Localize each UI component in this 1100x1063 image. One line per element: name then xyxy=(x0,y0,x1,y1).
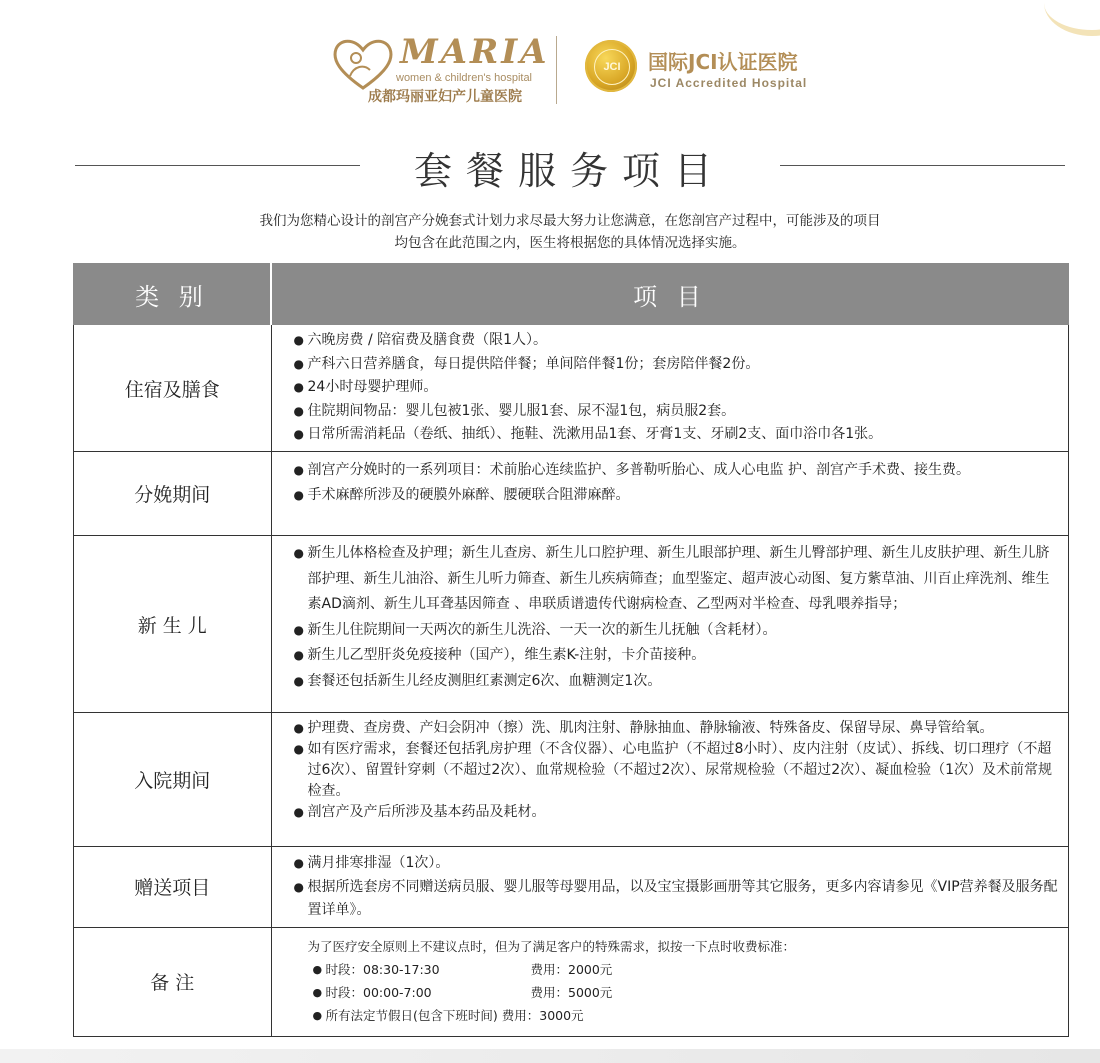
list-item: ● 24小时母婴护理师。 xyxy=(308,376,1059,400)
bottom-band xyxy=(0,1049,1100,1063)
corner-decoration xyxy=(1044,0,1100,36)
fee-amount: 费用：3000元 xyxy=(501,1007,584,1023)
table-row-delivery xyxy=(74,452,1069,536)
list-item: ● 新生儿乙型肝炎免疫接种（国产），维生素K-注射，卡介苗接种。 xyxy=(308,643,1059,669)
service-table xyxy=(73,263,1069,1037)
jci-seal-text: JCI xyxy=(594,49,630,85)
category-cell: 新 生 儿 xyxy=(74,536,272,713)
fee-time: 时段：08:30-17:30 xyxy=(325,961,440,977)
maria-logo xyxy=(330,32,550,105)
logo-divider xyxy=(556,36,557,104)
list-item: ● 住院期间物品：婴儿包被1张、婴儿服1套、尿不湿1包，病员服2套。 xyxy=(308,400,1059,424)
list-item: ● 护理费、查房费、产妇会阴冲（擦）洗、肌肉注射、静脉抽血、静脉输液、特殊备皮、保留导尿、鼻导管给氧。 xyxy=(308,718,1059,739)
column-header-category: 类 别 xyxy=(74,264,272,325)
fee-row xyxy=(326,1004,1059,1027)
page-title: 套餐服务项目 xyxy=(413,149,726,193)
fee-amount: 费用：2000元 xyxy=(530,961,613,977)
table-row-admission xyxy=(74,713,1069,847)
column-header-items: 项 目 xyxy=(271,264,1069,325)
list-item: ● 手术麻醉所涉及的硬膜外麻醉、腰硬联合阻滞麻醉。 xyxy=(308,483,1059,508)
category-cell: 分娩期间 xyxy=(74,452,272,536)
title-rule-left xyxy=(75,165,360,166)
items-cell xyxy=(271,536,1069,713)
category-cell: 赠送项目 xyxy=(74,847,272,928)
list-item: ● 剖宫产分娩时的一系列项目：术前胎心连续监护、多普勒听胎心、成人心电监 护、剖宫产手术费、接生费。 xyxy=(308,458,1059,483)
jci-title-en: JCI Accredited Hospital xyxy=(650,76,808,90)
intro-line-2: 均包含在此范围之内，医生将根据您的具体情况选择实施。 xyxy=(394,235,746,251)
fee-time: 所有法定节假日(包含下班时间) xyxy=(325,1007,498,1023)
brand-name: MARIA xyxy=(400,32,550,72)
heart-logo-icon xyxy=(330,36,396,92)
list-item: ● 产科六日营养膳食，每日提供陪伴餐；单间陪伴餐1份；套房陪伴餐2份。 xyxy=(308,353,1059,377)
items-cell xyxy=(271,713,1069,847)
notes-intro: 为了医疗安全原则上不建议点时，但为了满足客户的特殊需求，拟按一下点时收费标准： xyxy=(307,938,796,954)
fee-row xyxy=(326,981,1059,1004)
fee-row xyxy=(326,958,1059,981)
brand-chinese-name: 成都玛丽亚妇产儿童医院 xyxy=(368,89,522,105)
items-cell xyxy=(271,325,1069,452)
fee-amount: 费用：5000元 xyxy=(530,984,613,1000)
brand-subtitle: women & children's hospital xyxy=(396,72,533,84)
jci-seal-icon xyxy=(585,40,637,92)
list-item: ● 日常所需消耗品（卷纸、抽纸）、拖鞋、洗漱用品1套、牙膏1支、牙刷2支、面巾浴巾各1张。 xyxy=(308,423,1059,447)
list-item: ● 剖宫产及产后所涉及基本药品及耗材。 xyxy=(308,802,1059,823)
intro-line-1: 我们为您精心设计的剖宫产分娩套式计划力求尽最大努力让您满意，在您剖宫产过程中，可能涉及的项目 xyxy=(259,213,881,229)
items-cell xyxy=(271,452,1069,536)
table-row-gifts xyxy=(74,847,1069,928)
fee-time: 时段：00:00-7:00 xyxy=(325,984,432,1000)
list-item: ● 根据所选套房不同赠送病员服、婴儿服等母婴用品，以及宝宝摄影画册等其它服务，更多内容请参见《VIP营养餐及服务配置详单》。 xyxy=(308,876,1059,923)
table-row-lodging xyxy=(74,325,1069,452)
category-cell: 备 注 xyxy=(74,927,272,1036)
title-rule-right xyxy=(780,165,1065,166)
list-item: ● 新生儿住院期间一天两次的新生儿洗浴、一天一次的新生儿抚触（含耗材）。 xyxy=(308,618,1059,644)
items-cell xyxy=(271,847,1069,928)
category-cell: 入院期间 xyxy=(74,713,272,847)
notes-cell xyxy=(271,927,1069,1036)
list-item: ● 满月排寒排湿（1次）。 xyxy=(308,852,1059,876)
table-row-newborn xyxy=(74,536,1069,713)
list-item: ● 如有医疗需求，套餐还包括乳房护理（不含仪器）、心电监护（不超过8小时）、皮内注射（皮试）、拆线、切口理疗（不超过6次）、留置针穿刺（不超过2次）、血常规检验（不超过2次）、尿常规检验（不超过2次）、凝血检验（1次）及术前常规检查。 xyxy=(308,739,1059,802)
header-logos xyxy=(330,32,830,107)
intro-text xyxy=(120,210,1020,254)
table-row-notes xyxy=(74,927,1069,1036)
list-item: ● 套餐还包括新生儿经皮测胆红素测定6次、血糖测定1次。 xyxy=(308,669,1059,695)
list-item: ● 新生儿体格检查及护理；新生儿查房、新生儿口腔护理、新生儿眼部护理、新生儿臀部护理、新生儿皮肤护理、新生儿脐部护理、新生儿油浴、新生儿听力筛查、新生儿疾病筛查；血型鉴定、超声波心动图、复方紫草油、川百止痒洗剂、维生素AD滴剂、新生儿耳聋基因筛查 、串联质谱遗传代谢病检查、乙型两对半检查、母乳喂养指导； xyxy=(308,541,1059,618)
jci-title-cn: 国际JCI认证医院 xyxy=(648,50,798,74)
table-header-row xyxy=(74,264,1069,325)
category-cell: 住宿及膳食 xyxy=(74,325,272,452)
list-item: ● 六晚房费 / 陪宿费及膳食费（限1人）。 xyxy=(308,329,1059,353)
